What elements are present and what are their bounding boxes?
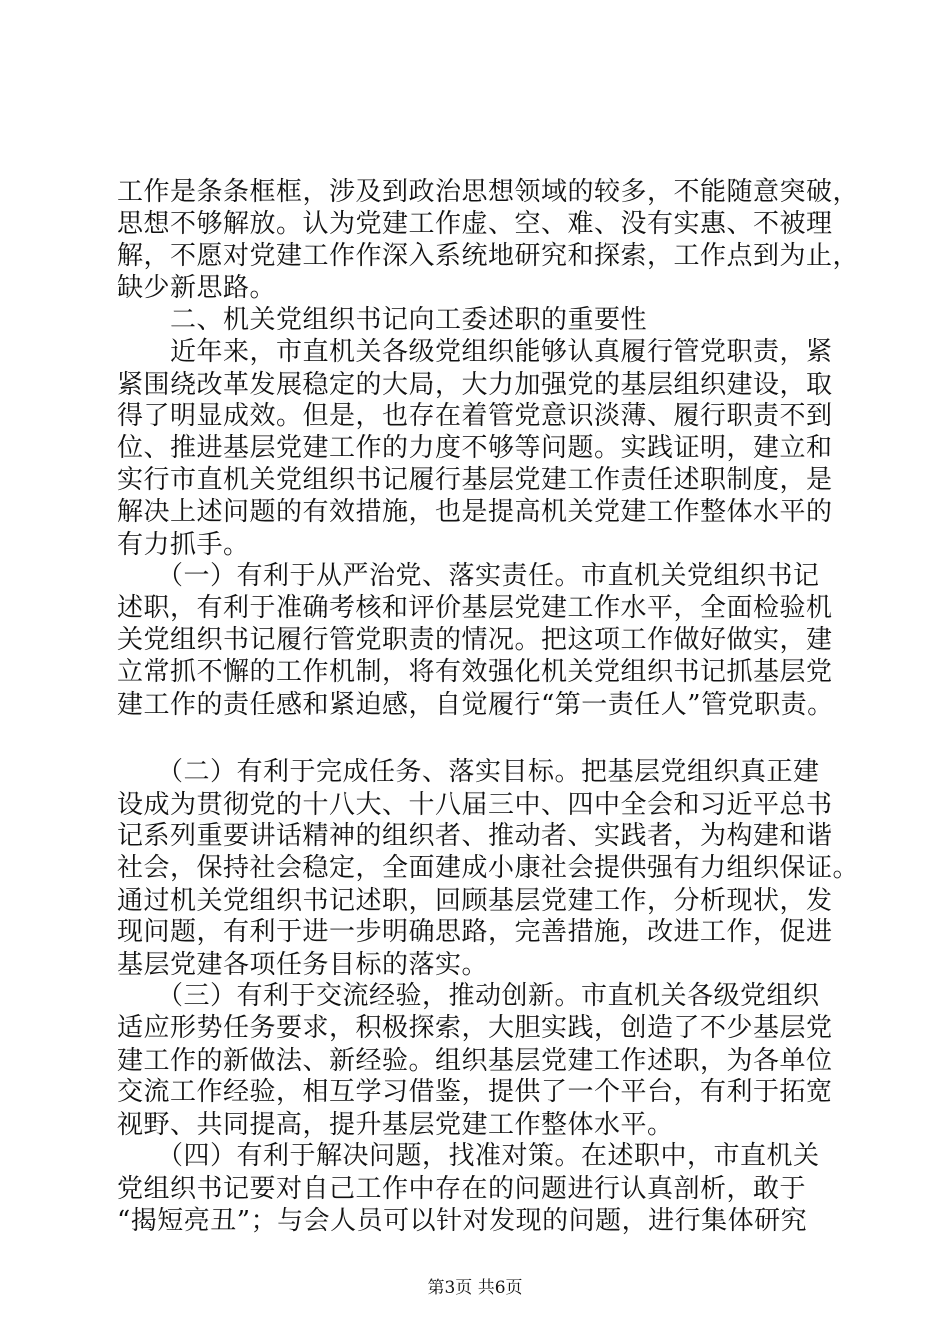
section-heading: 二、机关党组织书记向工委述职的重要性 <box>117 305 648 335</box>
body-line: 近年来，市直机关各级党组织能够认真履行管党职责，紧 <box>117 337 833 367</box>
body-line: 记系列重要讲话精神的组织者、推动者、实践者，为构建和谐 <box>117 821 833 851</box>
body-line: （三）有利于交流经验，推动创新。市直机关各级党组织 <box>117 981 820 1011</box>
body-line: 立常抓不懈的工作机制，将有效强化机关党组织书记抓基层党 <box>117 657 833 687</box>
body-line: 思想不够解放。认为党建工作虚、空、难、没有实惠、不被理 <box>117 209 833 239</box>
body-line: 解，不愿对党建工作作深入系统地研究和探索，工作点到为止， <box>117 241 860 271</box>
body-line: 述职，有利于准确考核和评价基层党建工作水平，全面检验机 <box>117 593 833 623</box>
body-line: （二）有利于完成任务、落实目标。把基层党组织真正建 <box>117 757 820 787</box>
body-line: 实行市直机关党组织书记履行基层党建工作责任述职制度，是 <box>117 465 833 495</box>
page-number-footer: 第3页 共6页 <box>427 1278 523 1298</box>
body-line: 现问题，有利于进一步明确思路，完善措施，改进工作，促进 <box>117 917 833 947</box>
body-line: 关党组织书记履行管党职责的情况。把这项工作做好做实，建 <box>117 625 833 655</box>
body-line: 建工作的新做法、新经验。组织基层党建工作述职，为各单位 <box>117 1046 833 1076</box>
body-line: 适应形势任务要求，积极探索，大胆实践，创造了不少基层党 <box>117 1013 833 1043</box>
body-line: 缺少新思路。 <box>117 273 277 303</box>
body-line: 交流工作经验，相互学习借鉴，提供了一个平台，有利于拓宽 <box>117 1077 833 1107</box>
body-line: “揭短亮丑”；与会人员可以针对发现的问题，进行集体研究 <box>117 1206 808 1236</box>
body-line: 解决上述问题的有效措施，也是提高机关党建工作整体水平的 <box>117 497 833 527</box>
body-line: 有力抓手。 <box>117 530 250 560</box>
body-line: 紧围绕改革发展稳定的大局，大力加强党的基层组织建设，取 <box>117 370 833 400</box>
body-line: 基层党建各项任务目标的落实。 <box>117 950 489 980</box>
body-line: 位、推进基层党建工作的力度不够等问题。实践证明，建立和 <box>117 433 833 463</box>
body-line: 建工作的责任感和紧迫感，自觉履行“第一责任人”管党职责。 <box>117 690 834 720</box>
body-line: （四）有利于解决问题，找准对策。在述职中，市直机关 <box>117 1141 820 1171</box>
body-line: 通过机关党组织书记述职，回顾基层党建工作，分析现状，发 <box>117 886 833 916</box>
body-line: 工作是条条框框，涉及到政治思想领域的较多，不能随意突破， <box>117 177 860 207</box>
body-line: 视野、共同提高，提升基层党建工作整体水平。 <box>117 1110 674 1140</box>
body-line: 得了明显成效。但是，也存在着管党意识淡薄、履行职责不到 <box>117 401 833 431</box>
body-line: 社会，保持社会稳定，全面建成小康社会提供强有力组织保证。 <box>117 853 860 883</box>
body-line: 设成为贯彻党的十八大、十八届三中、四中全会和习近平总书 <box>117 790 833 820</box>
body-line: 党组织书记要对自己工作中存在的问题进行认真剖析，敢于 <box>117 1174 807 1204</box>
body-line: （一）有利于从严治党、落实责任。市直机关党组织书记 <box>117 561 820 591</box>
